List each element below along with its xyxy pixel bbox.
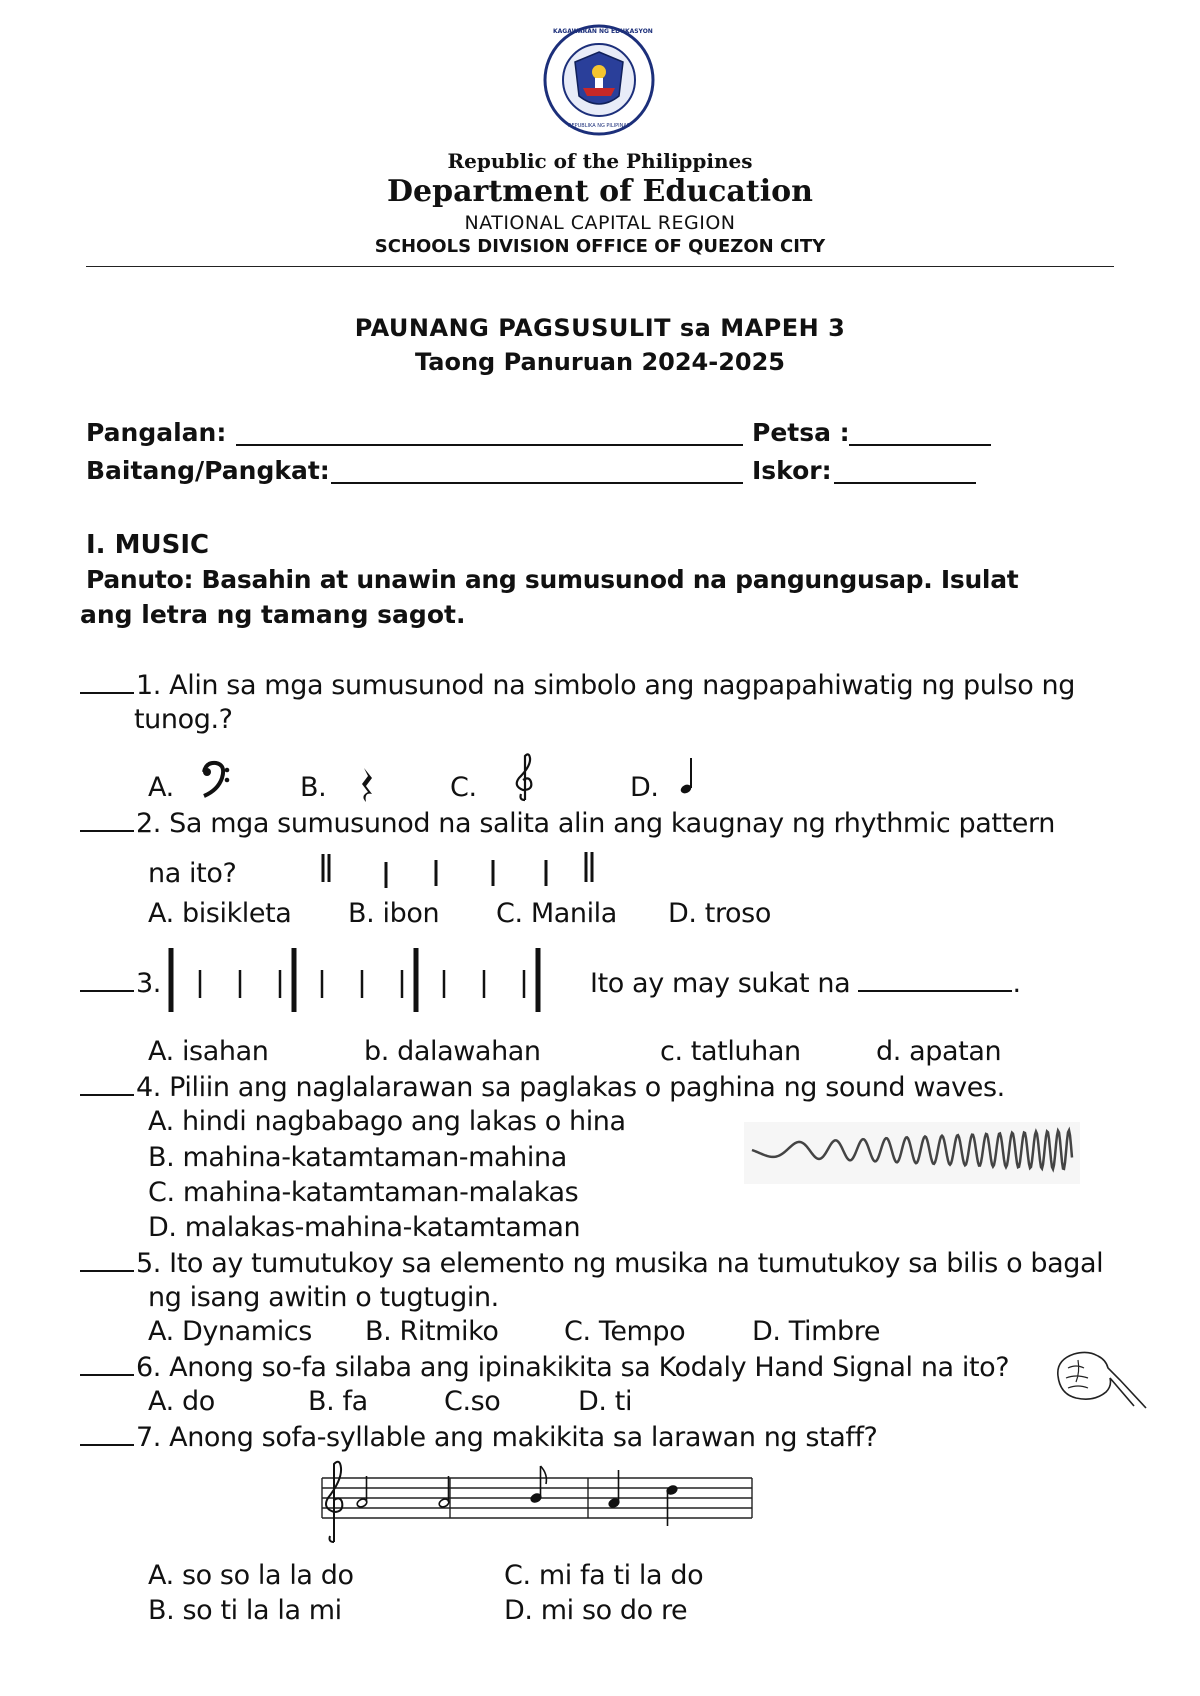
q7-choice-a: A. so so la la do	[148, 1560, 354, 1591]
answer-blank-1[interactable]	[80, 670, 134, 694]
date-field[interactable]	[849, 444, 991, 446]
q6-choice-c: C.so	[444, 1386, 501, 1417]
q4-choice-b: B. mahina-katamtaman-mahina	[148, 1142, 567, 1173]
answer-blank-7[interactable]	[80, 1422, 134, 1446]
bass-clef-icon	[200, 760, 230, 804]
question-5	[80, 1248, 1103, 1279]
question-4-text: 4. Piliin ang naglalarawan sa paglakas o paghina ng sound waves.	[136, 1072, 1005, 1103]
question-6-text: 6. Anong so-fa silaba ang ipinakikita sa Kodaly Hand Signal na ito?	[136, 1352, 1010, 1383]
staff-treble-clef-icon	[326, 1462, 342, 1542]
q4-choice-a: A. hindi nagbabago ang lakas o hina	[148, 1106, 626, 1137]
q7-choice-d: D. mi so do re	[504, 1595, 688, 1626]
q1-choice-b-label: B.	[300, 772, 327, 803]
answer-blank-4[interactable]	[80, 1072, 134, 1096]
q2-choice-d: D. troso	[668, 898, 771, 929]
question-1-text: 1. Alin sa mga sumusunod na simbolo ang nagpapahiwatig ng pulso ng	[136, 670, 1075, 701]
answer-blank-5[interactable]	[80, 1248, 134, 1272]
instructions-line-1: Panuto: Basahin at unawin ang sumusunod na pangungusap. Isulat	[86, 565, 1019, 594]
question-1-cont: tunog.?	[134, 704, 233, 735]
staff-notes	[356, 1466, 678, 1526]
rhythm-pattern	[320, 852, 600, 892]
q7-choice-c: C. mi fa ti la do	[504, 1560, 704, 1591]
republic-line: Republic of the Philippines	[447, 149, 753, 173]
kodaly-hand-signal-icon	[1054, 1346, 1150, 1420]
grade-label: Baitang/Pangkat:	[86, 456, 330, 485]
q3-choice-b: b. dalawahan	[364, 1036, 541, 1067]
question-5-text: 5. Ito ay tumutukoy sa elemento ng musika na tumutukoy sa bilis o bagal	[136, 1248, 1104, 1279]
quarter-rest-icon	[360, 766, 376, 810]
meter-pattern	[168, 948, 544, 1018]
question-2-cont: na ito?	[148, 858, 237, 889]
q1-choice-a-label: A.	[148, 772, 174, 803]
q5-choice-b: B. Ritmiko	[365, 1316, 499, 1347]
division-line: SCHOOLS DIVISION OFFICE OF QUEZON CITY	[374, 236, 826, 257]
q2-choice-c: C. Manila	[496, 898, 617, 929]
q6-choice-d: D. ti	[578, 1386, 633, 1417]
q3-choice-d: d. apatan	[876, 1036, 1002, 1067]
department-line: Department of Education	[387, 174, 813, 209]
seal-text-top: KAGAWARAN NG EDUKASYON	[553, 28, 653, 35]
score-label: Iskor:	[752, 456, 832, 485]
q5-choice-a: A. Dynamics	[148, 1316, 312, 1347]
quarter-note-icon	[680, 756, 696, 800]
question-3	[80, 968, 161, 999]
q5-choice-d: D. Timbre	[752, 1316, 881, 1347]
answer-blank-6[interactable]	[80, 1352, 134, 1376]
treble-clef-icon	[513, 752, 537, 806]
date-label: Petsa :	[752, 418, 850, 447]
q7-choice-b: B. so ti la la mi	[148, 1595, 342, 1626]
section-title: I. MUSIC	[86, 530, 210, 560]
q4-choice-d: D. malakas-mahina-katamtaman	[148, 1212, 581, 1243]
question-3-number: 3.	[136, 968, 161, 999]
question-2-text: 2. Sa mga sumusunod na salita alin ang kaugnay ng rhythmic pattern	[136, 808, 1055, 839]
question-1	[80, 670, 1075, 701]
region-line: NATIONAL CAPITAL REGION	[464, 212, 736, 234]
q2-choice-a: A. bisikleta	[148, 898, 292, 929]
q1-choice-d-label: D.	[630, 772, 659, 803]
q3-choice-a: A. isahan	[148, 1036, 269, 1067]
header-divider	[86, 266, 1114, 267]
q6-choice-b: B. fa	[308, 1386, 368, 1417]
school-year: Taong Panuruan 2024-2025	[414, 348, 785, 376]
seal-text-bottom: REPUBLIKA NG PILIPINAS	[568, 123, 630, 129]
q3-choice-c: c. tatluhan	[660, 1036, 801, 1067]
answer-blank-2[interactable]	[80, 808, 134, 832]
question-5-cont: ng isang awitin o tugtugin.	[148, 1282, 499, 1313]
score-field[interactable]	[834, 482, 976, 484]
name-field[interactable]	[236, 444, 743, 446]
exam-title: PAUNANG PAGSUSULIT sa MAPEH 3	[354, 314, 846, 342]
question-7	[80, 1422, 877, 1453]
answer-blank-3b[interactable]	[858, 968, 1012, 992]
question-3-end: .	[1012, 968, 1021, 999]
question-3-text	[590, 968, 1021, 999]
q4-choice-c: C. mahina-katamtaman-malakas	[148, 1177, 579, 1208]
question-6	[80, 1352, 1009, 1383]
q1-choice-c-label: C.	[450, 772, 477, 803]
name-label: Pangalan:	[86, 418, 227, 447]
sound-wave-image	[744, 1122, 1080, 1188]
question-7-text: 7. Anong sofa-syllable ang makikita sa larawan ng staff?	[136, 1422, 878, 1453]
question-2	[80, 808, 1055, 839]
question-4	[80, 1072, 1005, 1103]
instructions-line-2: ang letra ng tamang sagot.	[80, 600, 466, 629]
q6-choice-a: A. do	[148, 1386, 215, 1417]
q2-choice-b: B. ibon	[348, 898, 440, 929]
deped-seal-icon	[543, 24, 655, 136]
q5-choice-c: C. Tempo	[564, 1316, 686, 1347]
deped-seal	[543, 24, 655, 136]
music-staff-image	[322, 1460, 754, 1550]
answer-blank-3[interactable]	[80, 968, 134, 992]
grade-field[interactable]	[331, 482, 743, 484]
question-3-prompt: Ito ay may sukat na	[590, 968, 851, 999]
